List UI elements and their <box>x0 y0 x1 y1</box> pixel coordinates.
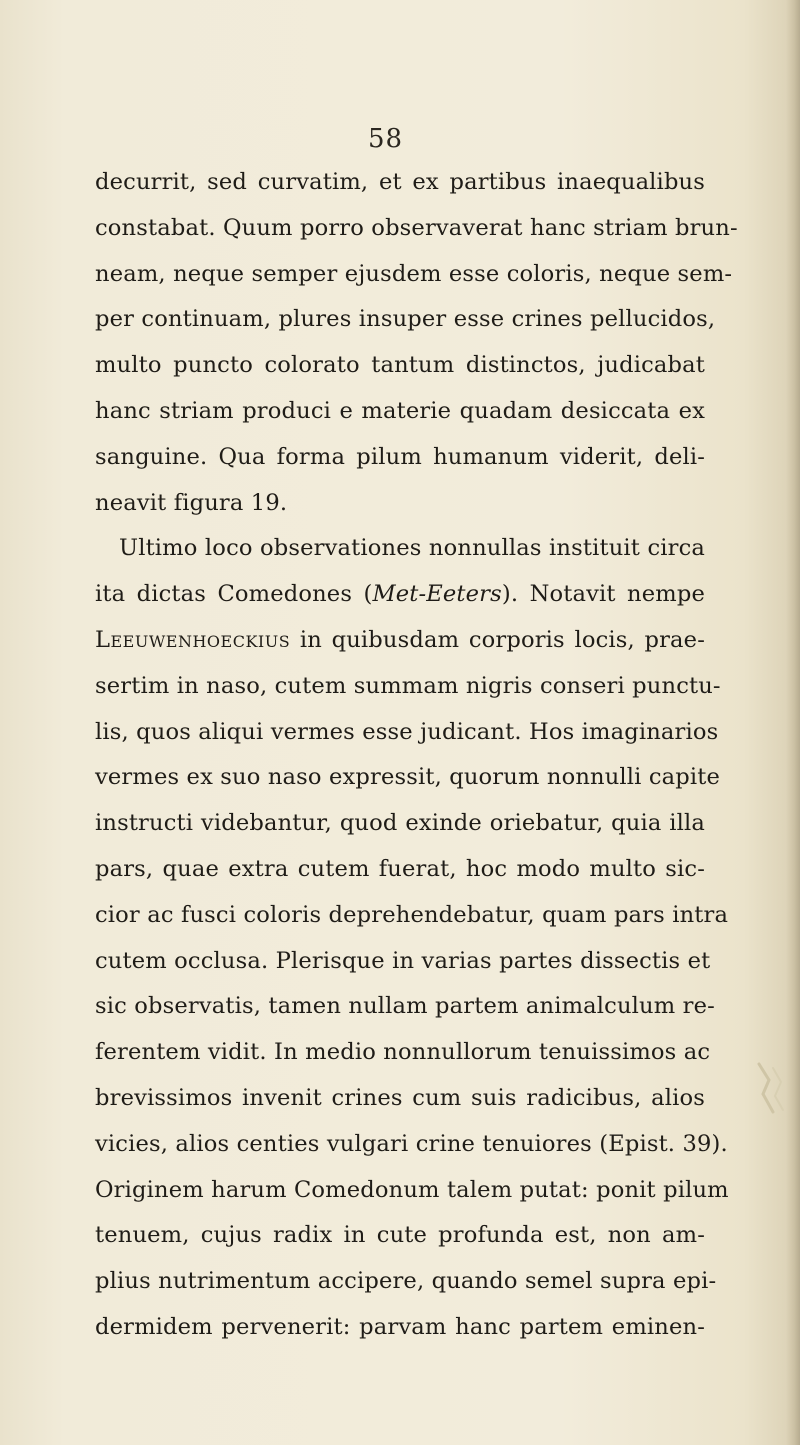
text-line: Ultimo loco observationes nonnullas instituit circa <box>119 535 705 562</box>
text-line: ferentem vidit. In medio nonnullorum tenuissimos ac <box>95 1039 711 1066</box>
line-segment: ). Notavit nempe <box>501 581 705 608</box>
text-line: sic observatis, tamen nullam partem animalculum re- <box>95 993 715 1020</box>
author-name: Leeuwenhoeckius <box>95 626 291 653</box>
text-line: hanc striam produci e materie quadam desiccata ex <box>95 397 705 424</box>
line-segment: in quibusdam corporis locis, prae- <box>290 626 705 653</box>
text-line: decurrit, sed curvatim, et ex partibus inaequalibus <box>95 169 705 195</box>
text-line: vermes ex suo naso expressit, quorum nonnulli capite <box>95 764 721 791</box>
text-line: tenuem, cujus radix in cute profunda est, non am- <box>95 1222 705 1249</box>
text-line: constabat. Quum porro observaverat hanc striam brun- <box>95 214 738 241</box>
text-line: per continuam, plures insuper esse crines pellucidos, <box>95 306 716 333</box>
text-line: brevissimos invenit crines cum suis radicibus, alios <box>95 1084 705 1111</box>
text-line <box>95 618 705 664</box>
text-line: plius nutrimentum accipere, quando semel supra epi- <box>95 1268 717 1295</box>
text-line: instructi videbantur, quod exinde oriebatur, quia illa <box>95 810 705 837</box>
page-edge-shadow <box>786 0 800 1445</box>
text-line <box>95 572 705 618</box>
text-line: cutem occlusa. Plerisque in varias partes dissectis et <box>95 947 711 974</box>
text-line: vicies, alios centies vulgari crine tenuiores (Epist. 39). <box>95 1130 728 1157</box>
text-line: sertim in naso, cutem summam nigris conseri punctu- <box>95 672 721 699</box>
text-line: multo puncto colorato tantum distinctos, judicabat <box>95 352 705 379</box>
page-number: 58 <box>368 124 404 154</box>
text-line: pars, quae extra cutem fuerat, hoc modo multo sic- <box>95 855 705 882</box>
text-line: lis, quos aliqui vermes esse judicant. Hos imaginarios <box>95 718 719 745</box>
text-line: neavit figura 19. <box>95 489 288 516</box>
text-line: cior ac fusci coloris deprehendebatur, quam pars intra <box>95 901 729 928</box>
text-line: sanguine. Qua forma pilum humanum viderit, deli- <box>95 443 705 470</box>
body-text <box>95 160 738 1351</box>
text-line: Originem harum Comedonum talem putat: ponit pilum <box>95 1176 729 1203</box>
italic-term: Met-Eeters <box>372 581 502 608</box>
text-line: dermidem pervenerit: parvam hanc partem eminen- <box>95 1313 705 1340</box>
ink-bracket-mark <box>755 1060 785 1120</box>
text-line: neam, neque semper ejusdem esse coloris, neque sem- <box>95 260 733 287</box>
line-segment: ita dictas Comedones ( <box>95 581 373 608</box>
